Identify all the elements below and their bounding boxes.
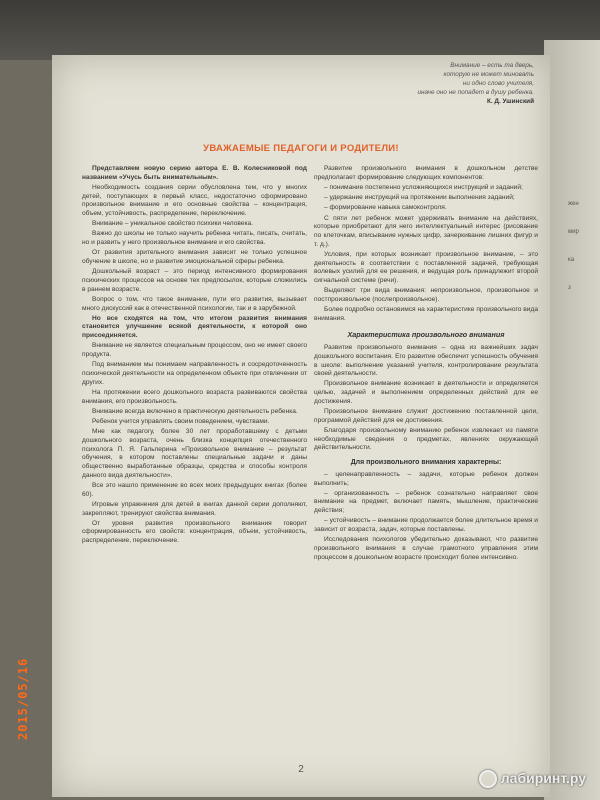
adjacent-page-fragment: з <box>568 285 571 291</box>
paragraph: Исследования психологов убедительно доказывают, что развитие произвольного внимания в случае грамотного управления этим процессом в дошкольном возрасте происходит более интенсивно. <box>314 536 538 561</box>
paragraph: Условия, при которых возникает произвольное внимание, – это деятельность в соответствии с поставленной задачей, требующая волевых усилий для ее решения, и ведущая роль принадлежит второй сигнальной системе (речи). <box>314 250 538 284</box>
paragraph: Внимание не является специальным процессом, оно не имеет своего продукта. <box>82 342 307 359</box>
paragraph: Произвольное внимание служит достижению поставленной цели, программой действий для ее достижения. <box>314 408 538 424</box>
paragraph: – организованность – ребенок сознательно направляет свое внимание на предмет, включает память, мышление, практические действия; <box>314 489 538 515</box>
paragraph: Выделяют три вида внимания: непроизвольное, произвольное и постпроизвольное (послепроизвольное). <box>314 287 538 303</box>
paragraph: От развития зрительного внимания зависит не только успешное обучение в школе, но и развитие эмоциональной сферы ребенка. <box>82 249 307 266</box>
paragraph: – устойчивость – внимание продолжается более длительное время и зависит от возраста, задач, которые поставлены. <box>314 517 538 534</box>
paragraph: Дошкольный возраст – это период интенсивного формирования психических процессов на основе тех предпосылок, которые сложились в раннем возрасте. <box>82 268 307 293</box>
paragraph: Вопрос о том, что такое внимание, пути его развития, вызывает много дискуссий как в отечественной психологии, так и в зарубежной. <box>82 295 307 312</box>
paragraph: Под вниманием мы понимаем направленность и сосредоточенность психической деятельности на определенном объекте при отвлечении от других. <box>82 361 307 386</box>
labirint-logo-icon <box>479 770 497 788</box>
paragraph: Все это нашло применение во всех моих предыдущих книгах (более 60). <box>82 481 307 498</box>
right-column <box>314 165 538 564</box>
adjacent-page <box>544 40 600 800</box>
adjacent-page-fragment: ка <box>568 257 575 263</box>
paragraph: Представляем новую серию автора Е. В. Колесниковой под названием «Учусь быть внимательным». <box>82 165 307 181</box>
epigraph <box>304 61 534 106</box>
paragraph: Более подробно остановимся на характеристике произвольного вида внимания. <box>314 306 538 322</box>
paragraph: – понимание постепенно усложняющихся инструкций и заданий; <box>324 183 523 191</box>
paragraph: Игровые упражнения для детей в книгах данной серии дополняют, закрепляют, тренируют свойства внимания. <box>82 500 307 517</box>
background-top <box>0 0 600 60</box>
paragraph: – формирование навыка самоконтроля. <box>324 204 447 212</box>
paragraph: – удержание инструкций на протяжении выполнения заданий; <box>324 194 515 202</box>
book-page <box>52 55 550 797</box>
epigraph-line: иначе оно не попадет в душу ребенка. <box>417 89 534 96</box>
paragraph: Развитие произвольного внимания в дошкольном детстве предполагает формирование следующих компонентов: <box>314 165 538 181</box>
page-title: УВАЖАЕМЫЕ ПЕДАГОГИ И РОДИТЕЛИ! <box>203 143 399 154</box>
subsection-heading: Для произвольного внимания характерны: <box>350 459 502 467</box>
paragraph: Мне как педагогу, более 30 лет проработавшему с детьми дошкольного возраста, очень близка концепция отечественного психолога П. Я. Гальперина «Произвольное внимание – результат обучения, в котором поставлены специальные задачи и даны общественно выработанные образцы, средства и способы контроля данного вида деятельности». <box>82 428 307 479</box>
watermark-text: лабиринт.ру <box>500 769 586 786</box>
paragraph: От уровня развития произвольного внимания говорит сформированность его свойств: концентрация, объем, устойчивость, распределение, переключение. <box>82 519 307 545</box>
epigraph-line: Внимание – есть та дверь, <box>450 62 534 69</box>
paragraph: Произвольное внимание возникает в деятельности и определяется целью, задачей и выполнением определенных действий для ее достижения. <box>314 380 538 405</box>
date-stamp: 2015/05/16 <box>16 657 30 740</box>
paragraph: На протяжении всего дошкольного возраста развиваются свойства внимания, его произвольность. <box>82 388 307 405</box>
adjacent-page-text <box>568 190 596 302</box>
paragraph: С пяти лет ребенок может удерживать внимание на действиях, которые приобретают для него интеллектуальный интерес (рисование по клеточкам, вписывание нужных цифр, зачеркивание лишних фигур и т. д.). <box>314 214 538 248</box>
paragraph: – целенаправленность – задачи, которые ребенок должен выполнить; <box>314 470 538 487</box>
epigraph-line: которую не может миновать <box>443 71 534 78</box>
paragraph: Необходимость создания серии обусловлена тем, что у многих детей, поступающих в первый класс, недостаточно сформировано произвольное внимание и его основные свойства – концентрация, объем, устойчивость, распределение, переключение. <box>82 183 307 218</box>
paragraph: Развитие произвольного внимания – одна из важнейших задач дошкольного воспитания. Его развитие обеспечит успешность обучения в школе: выполнение указаний учителя, контролирование результата своей деятельности. <box>314 344 538 378</box>
epigraph-line: ни одно слово учителя, <box>462 80 534 87</box>
paragraph: Но все сходятся на том, что итогом развития внимания становится улучшение всякой деятельности, к которой оно присоединяется. <box>82 314 307 340</box>
watermark <box>479 770 586 788</box>
paragraph: Важно до школы не только научить ребенка читать, писать, считать, но и развить у него произвольное внимание и его свойства. <box>82 230 307 247</box>
adjacent-page-fragment: жен <box>568 201 579 207</box>
epigraph-author: К. Д. Ушинский <box>486 98 534 105</box>
paragraph: Внимание – уникальное свойство психики человека. <box>92 220 254 228</box>
adjacent-page-fragment: мир <box>568 229 579 235</box>
paragraph: Благодаря произвольному вниманию ребенок извлекает из памяти необходимые сведения о предметах, явлениях окружающей действительности. <box>314 426 538 452</box>
section-heading: Характеристика произвольного внимания <box>347 330 505 340</box>
paragraph: Внимание всегда включено в практическую деятельность ребенка. <box>92 407 298 415</box>
paragraph: Ребенок учится управлять своим поведением, чувствами. <box>92 417 270 425</box>
page-number: 2 <box>298 764 304 775</box>
left-column <box>82 165 307 547</box>
